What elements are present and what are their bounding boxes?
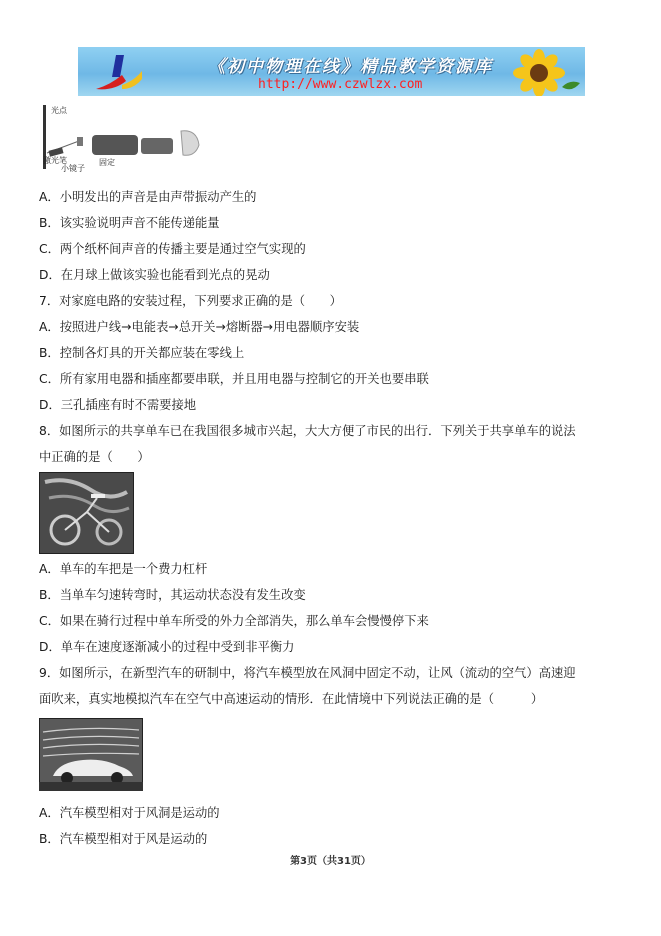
question-7-option-b: B．控制各灯具的开关都应装在零线上 bbox=[39, 346, 245, 360]
question-7-option-c: C．所有家用电器和插座都要串联，并且用电器与控制它的开关也要串联 bbox=[39, 372, 429, 386]
figure-label-laser: 激光笔 bbox=[43, 156, 67, 165]
question-6-option-a: A．小明发出的声音是由声带振动产生的 bbox=[39, 190, 257, 204]
site-logo bbox=[92, 51, 144, 93]
figure-wind-tunnel-car bbox=[39, 718, 143, 791]
question-8-stem-line-1: 8．如图所示的共享单车已在我国很多城市兴起，大大方便了市民的出行．下列关于共享单车的说法 bbox=[39, 424, 576, 438]
question-7-option-a: A．按照进户线→电能表→总开关→熔断器→用电器顺序安装 bbox=[39, 320, 360, 334]
sunflower-image bbox=[496, 49, 582, 96]
question-8-option-a: A．单车的车把是一个费力杠杆 bbox=[39, 562, 208, 576]
figure-label-fixed: 固定 bbox=[99, 158, 115, 167]
question-8-option-d: D．单车在速度逐渐减小的过程中受到非平衡力 bbox=[39, 640, 295, 654]
figure-label-light-spot: 光点 bbox=[51, 106, 67, 115]
banner-title: 《初中物理在线》精品教学资源库 bbox=[208, 57, 493, 77]
question-9-option-b: B．汽车模型相对于风是运动的 bbox=[39, 832, 208, 846]
figure-label-mirror: 小镜子 bbox=[61, 164, 85, 173]
question-7-option-d: D．三孔插座有时不需要接地 bbox=[39, 398, 197, 412]
question-9-option-a: A．汽车模型相对于风洞是运动的 bbox=[39, 806, 220, 820]
page-footer: 第3页（共31页） bbox=[290, 856, 371, 867]
question-6-option-c: C．两个纸杯间声音的传播主要是通过空气实现的 bbox=[39, 242, 306, 256]
question-8-stem-line-2: 中正确的是（ ） bbox=[39, 450, 150, 464]
question-9-stem-line-2: 面吹来，真实地模拟汽车在空气中高速运动的情形．在此情境中下列说法正确的是（ ） bbox=[39, 692, 544, 706]
question-7-stem: 7．对家庭电路的安装过程，下列要求正确的是（ ） bbox=[39, 294, 342, 308]
question-8-option-b: B．当单车匀速转弯时，其运动状态没有发生改变 bbox=[39, 588, 306, 602]
question-9-stem-line-1: 9．如图所示，在新型汽车的研制中，将汽车模型放在风洞中固定不动，让风（流动的空气）高速迎 bbox=[39, 666, 576, 680]
question-6-option-d: D．在月球上做该实验也能看到光点的晃动 bbox=[39, 268, 270, 282]
question-8-option-c: C．如果在骑行过程中单车所受的外力全部消失，那么单车会慢慢停下来 bbox=[39, 614, 429, 628]
header-banner bbox=[78, 47, 585, 96]
question-6-option-b: B．该实验说明声音不能传递能量 bbox=[39, 216, 220, 230]
figure-laser-cup-experiment bbox=[39, 101, 202, 173]
banner-url[interactable]: http://www.czwlzx.com bbox=[258, 77, 423, 92]
figure-shared-bike bbox=[39, 472, 134, 554]
